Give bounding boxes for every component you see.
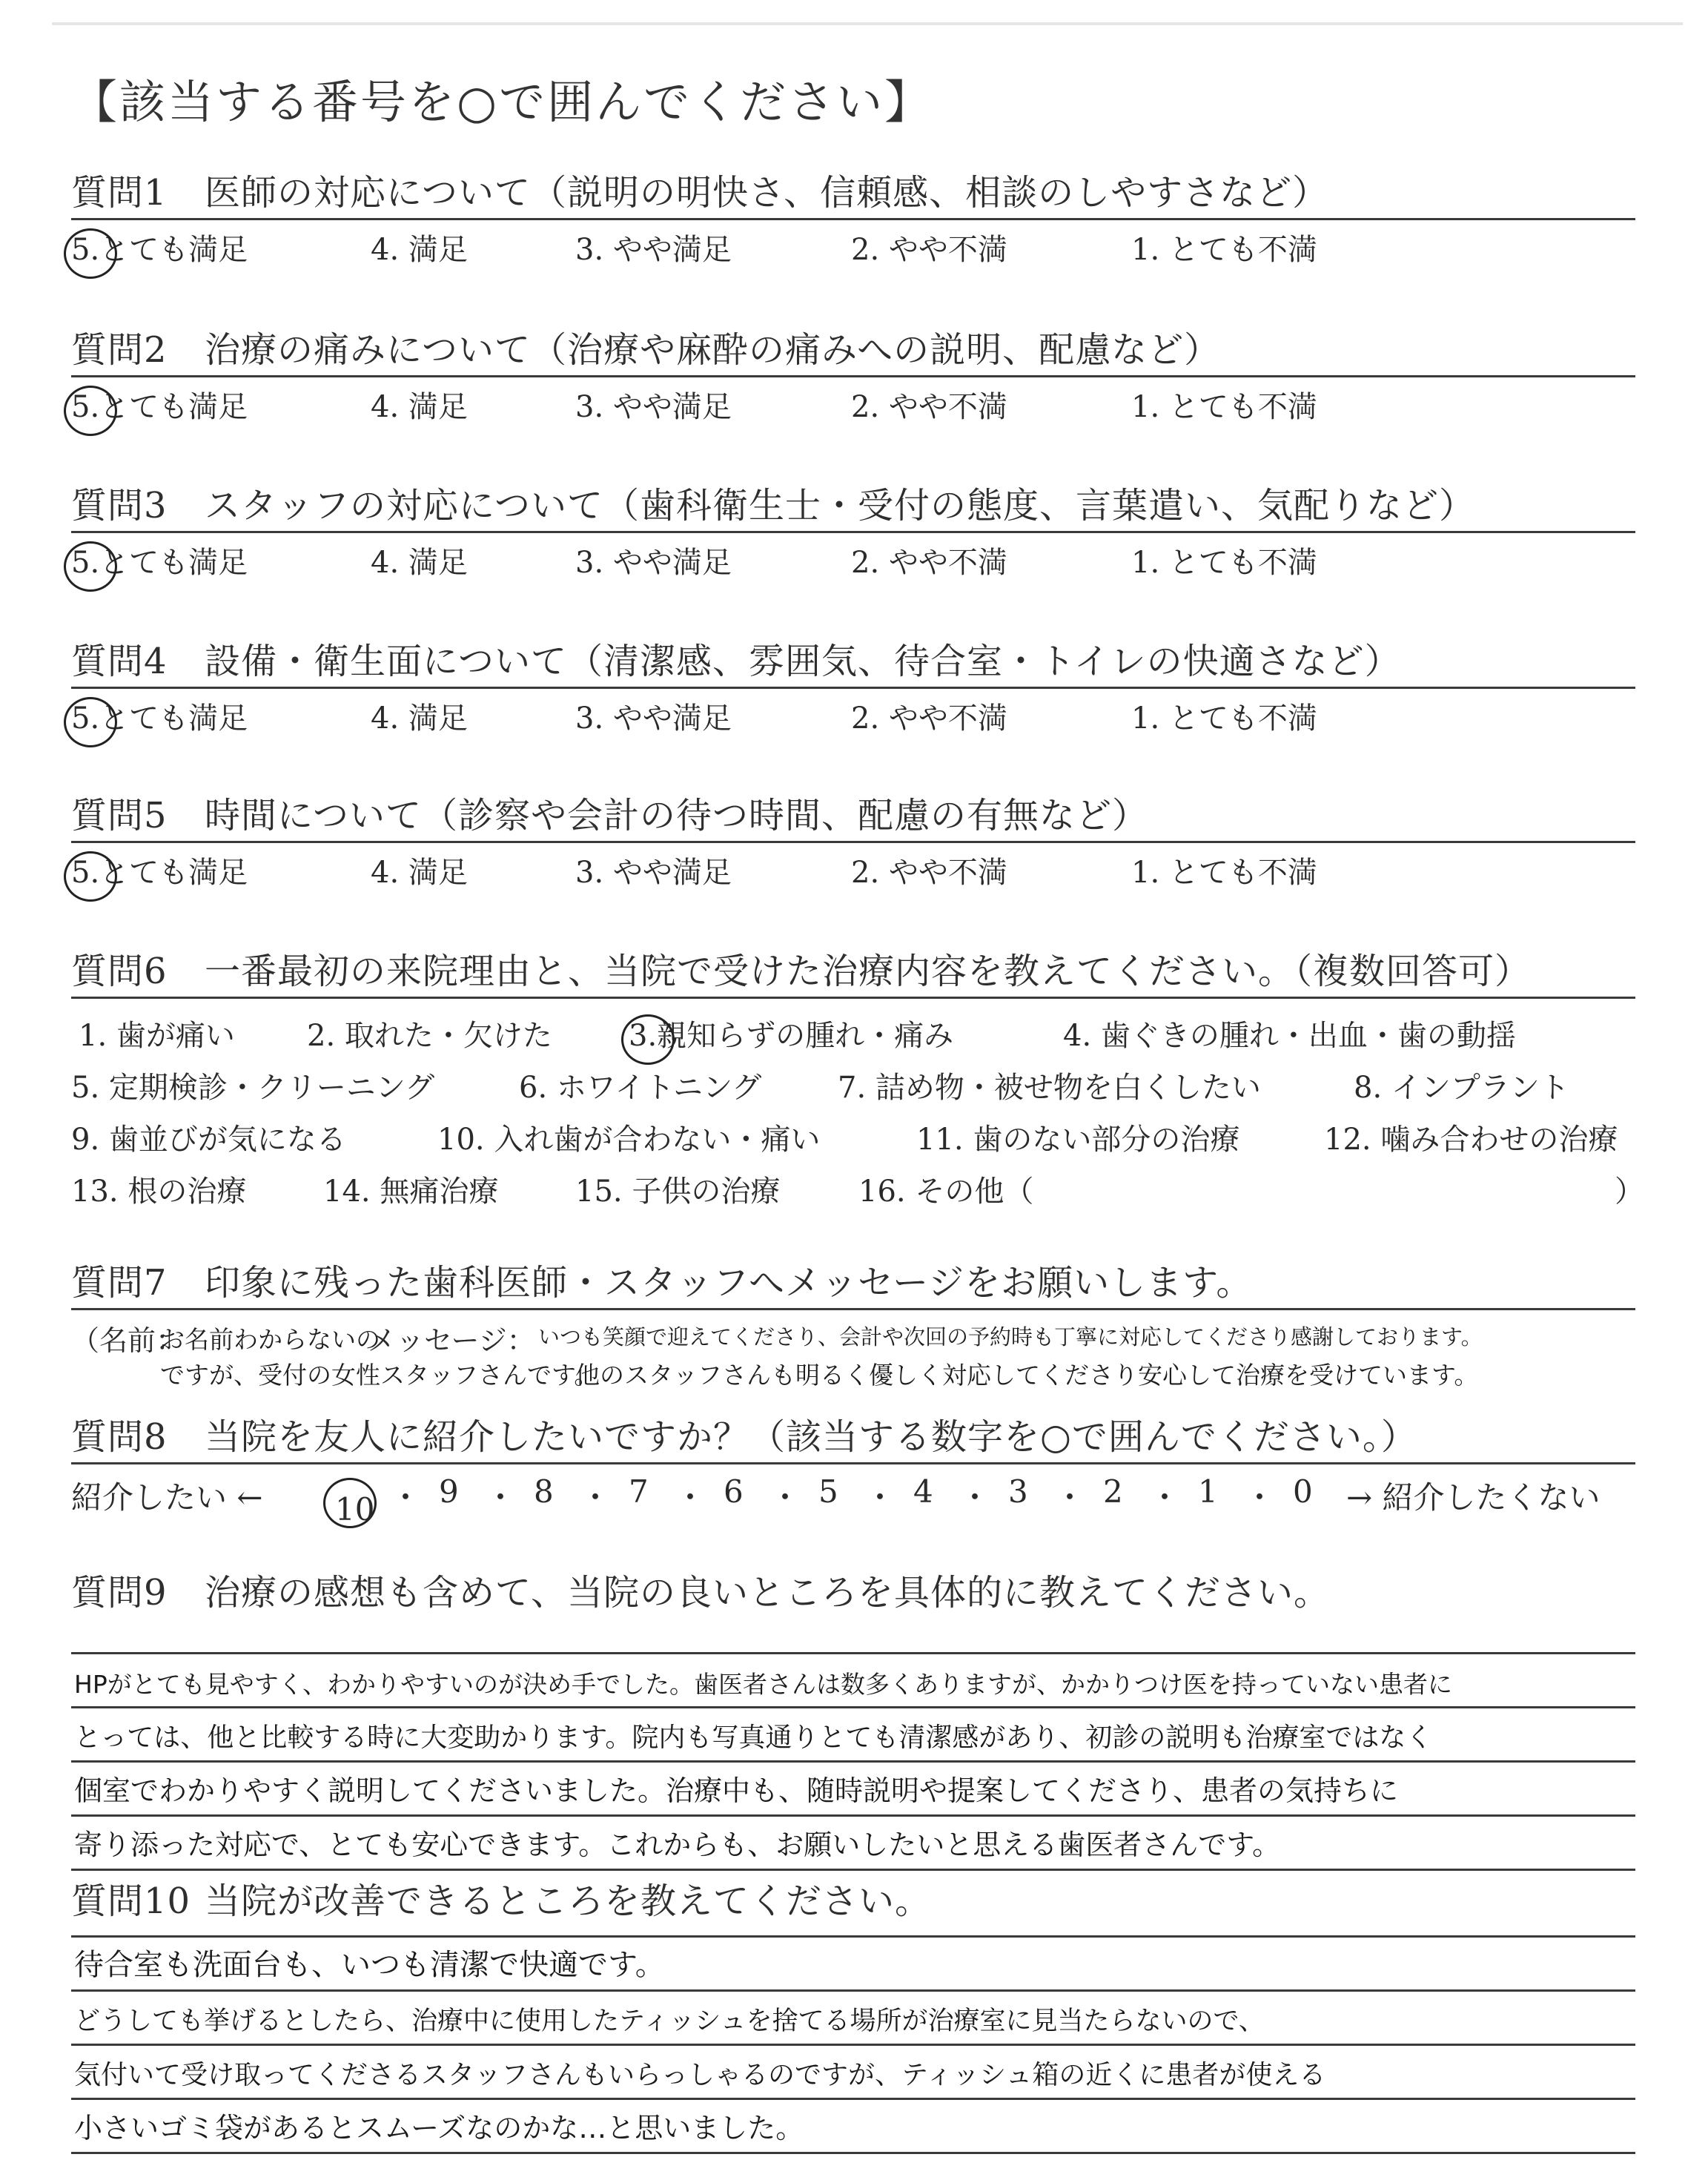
option-1[interactable]: 1. とても不満 <box>1131 233 1317 267</box>
question-10 <box>71 1879 1635 2154</box>
option-1[interactable]: 1. とても不満 <box>1131 390 1317 424</box>
question-1-number: 質問1 <box>71 172 168 214</box>
scale-4[interactable]: 4 <box>913 1473 933 1510</box>
scale-1[interactable]: 1 <box>1198 1473 1218 1510</box>
rating-options <box>71 377 1635 422</box>
selection-circle: 5. <box>71 701 100 736</box>
answer-line <box>71 2046 1635 2100</box>
option-5-selected[interactable]: 5.とても満足 <box>71 701 248 736</box>
option-3[interactable]: 3. やや満足 <box>575 546 732 580</box>
option-4[interactable]: 4. 満足 <box>371 390 468 424</box>
question-9 <box>71 1571 1635 1871</box>
question-7-number: 質問7 <box>71 1262 168 1304</box>
scale-0[interactable]: 0 <box>1293 1473 1313 1510</box>
question-1-title <box>71 171 1635 215</box>
answer-text: どうしても挙げるとしたら、治療中に使用したティッシュを捨てる場所が治療室に見当たらないので、 <box>74 2007 1265 2036</box>
scale-right-label: → 紹介したくない <box>1346 1479 1601 1516</box>
question-6-number: 質問6 <box>71 951 168 992</box>
scale-dot: ・ <box>769 1479 801 1516</box>
scale-dot: ・ <box>675 1479 706 1516</box>
option-2[interactable]: 2. やや不満 <box>851 701 1007 736</box>
reason-8[interactable]: 8. インプラント <box>1354 1071 1569 1105</box>
reason-14[interactable]: 14. 無痛治療 <box>323 1175 499 1209</box>
answer-line <box>71 2100 1635 2154</box>
question-8 <box>71 1415 1635 1527</box>
question-4 <box>71 639 1635 736</box>
selection-circle: 3. <box>629 1019 658 1053</box>
question-3-text: スタッフの対応について（歯科衛生士・受付の態度、言葉遣い、気配りなど） <box>205 485 1476 526</box>
option-5-selected[interactable]: 5.とても満足 <box>71 856 248 890</box>
answer-text: 寄り添った対応で、とても安心できます。これからも、お願いしたいと思える歯医者さんです。 <box>74 1829 1281 1861</box>
reason-9[interactable]: 9. 歯並びが気になる <box>71 1123 346 1157</box>
question-4-text: 設備・衛生面について（清潔感、雰囲気、待合室・トイレの快適さなど） <box>205 641 1401 682</box>
rating-options <box>71 533 1635 578</box>
question-5-text: 時間について（診察や会計の待つ時間、配慮の有無など） <box>205 795 1149 836</box>
question-8-number: 質問8 <box>71 1416 168 1458</box>
option-1[interactable]: 1. とても不満 <box>1131 546 1317 580</box>
question-2-text: 治療の痛みについて（治療や麻酔の痛みへの説明、配慮など） <box>205 329 1221 371</box>
scale-3[interactable]: 3 <box>1008 1473 1028 1510</box>
name-label: （名前： <box>71 1324 185 1357</box>
answer-line <box>71 1938 1635 1992</box>
option-2[interactable]: 2. やや不満 <box>851 546 1007 580</box>
answer-text: 気付いて受け取ってくださるスタッフさんもいらっしゃるのですが、ティッシュ箱の近くに患者が使える <box>74 2060 1326 2090</box>
answer-line <box>71 1708 1635 1763</box>
scale-dot: ・ <box>580 1479 612 1516</box>
option-3[interactable]: 3. やや満足 <box>575 856 732 890</box>
scale-8[interactable]: 8 <box>534 1473 554 1510</box>
answer-text: 小さいゴミ袋があるとスムーズなのかな…と思いました。 <box>74 2112 804 2144</box>
reason-16-close: ） <box>1615 1175 1644 1209</box>
reason-5[interactable]: 5. 定期検診・クリーニング <box>71 1071 435 1105</box>
question-7-title <box>71 1261 1635 1305</box>
question-1 <box>71 171 1635 265</box>
question-10-title <box>71 1879 1635 1923</box>
selection-circle: 5. <box>71 233 100 267</box>
scale-6[interactable]: 6 <box>724 1473 744 1510</box>
message-line1: いつも笑顔で迎えてくださり、会計や次回の予約時も丁寧に対応してくださり感謝しております。 <box>538 1324 1483 1350</box>
option-2[interactable]: 2. やや不満 <box>851 856 1007 890</box>
question-4-number: 質問4 <box>71 641 168 682</box>
option-1[interactable]: 1. とても不満 <box>1131 856 1317 890</box>
question-5-number: 質問5 <box>71 795 168 836</box>
answer-text: とっては、他と比較する時に大変助かります。院内も写真通りとても清潔感があり、初診の説明も治療室ではなく <box>74 1723 1433 1753</box>
option-3[interactable]: 3. やや満足 <box>575 390 732 424</box>
answer-line <box>71 1763 1635 1817</box>
reason-6[interactable]: 6. ホワイトニング <box>519 1071 762 1105</box>
top-rule <box>52 22 1683 25</box>
answer-text: 待合室も洗面台も、いつも清潔で快適です。 <box>74 1948 665 1982</box>
scale-dot: ・ <box>1244 1479 1276 1516</box>
referral-scale: 紹介したい ← 10 ・ 9 ・ 8 ・ 7 ・ 6 ・ 5 ・ 4 ・ 3 ・ 2 ・ 1 ・ 0 → 紹介したくない <box>71 1473 1601 1527</box>
option-2[interactable]: 2. やや不満 <box>851 390 1007 424</box>
question-8-text: 当院を友人に紹介したいですか？（該当する数字を○で囲んでください。） <box>205 1416 1417 1458</box>
reason-13[interactable]: 13. 根の治療 <box>71 1175 247 1209</box>
option-5-selected[interactable]: 5.とても満足 <box>71 546 248 580</box>
reason-15[interactable]: 15. 子供の治療 <box>575 1175 781 1209</box>
scale-dot: ・ <box>864 1479 896 1516</box>
selection-circle: 5. <box>71 546 100 580</box>
reason-options <box>71 999 1644 1209</box>
reason-12[interactable]: 12. 噛み合わせの治療 <box>1324 1123 1618 1157</box>
question-9-number: 質問9 <box>71 1572 168 1614</box>
scale-dot: ・ <box>1054 1479 1086 1516</box>
question-7-text: 印象に残った歯科医師・スタッフへメッセージをお願いします。 <box>205 1262 1253 1304</box>
reason-16[interactable]: 16. その他（ <box>858 1175 1034 1209</box>
improvement-answer <box>71 1938 1635 2154</box>
option-2[interactable]: 2. やや不満 <box>851 233 1007 267</box>
option-3[interactable]: 3. やや満足 <box>575 701 732 736</box>
question-6 <box>71 949 1644 1209</box>
option-4[interactable]: 4. 満足 <box>371 856 468 890</box>
message-block <box>71 1310 1635 1407</box>
reason-11[interactable]: 11. 歯のない部分の治療 <box>916 1123 1240 1157</box>
scale-left-label: 紹介したい ← <box>71 1479 263 1516</box>
scale-dot: ・ <box>1149 1479 1181 1516</box>
option-3[interactable]: 3. やや満足 <box>575 233 732 267</box>
scale-9[interactable]: 9 <box>439 1473 459 1510</box>
question-5-title <box>71 793 1635 838</box>
scale-dot: ・ <box>390 1479 422 1516</box>
question-7 <box>71 1261 1635 1407</box>
selection-circle: 5. <box>71 390 100 424</box>
reason-3-selected[interactable]: 3.親知らずの腫れ・痛み <box>629 1019 954 1053</box>
question-6-title <box>71 949 1635 994</box>
scale-2[interactable]: 2 <box>1103 1473 1123 1510</box>
message-line2: 他のスタッフさんも明るく優しく対応してくださり安心して治療を受けています。 <box>575 1361 1479 1390</box>
form-heading: 【該当する番号を○で囲んでください】 <box>71 75 933 129</box>
reason-10[interactable]: 10. 入れ歯が合わない・痛い <box>437 1123 821 1157</box>
question-1-text: 医師の対応について（説明の明快さ、信頼感、相談のしやすさなど） <box>205 172 1329 214</box>
question-3-number: 質問3 <box>71 485 168 526</box>
answer-line <box>71 1817 1635 1871</box>
scale-dot: ・ <box>959 1479 991 1516</box>
scale-7[interactable]: 7 <box>629 1473 649 1510</box>
selection-circle: 5. <box>71 856 100 890</box>
name-value-line1: お名前わからないの <box>160 1325 380 1354</box>
rating-options <box>71 689 1635 736</box>
question-6-text: 一番最初の来院理由と、当院で受けた治療内容を教えてください。（複数回答可） <box>205 951 1532 992</box>
option-5-selected[interactable]: 5.とても満足 <box>71 233 248 267</box>
scale-5[interactable]: 5 <box>818 1473 838 1510</box>
option-1[interactable]: 1. とても不満 <box>1131 701 1317 736</box>
rating-options <box>71 220 1635 265</box>
message-label: メッセージ： <box>368 1324 535 1357</box>
rating-options <box>71 843 1635 888</box>
option-5-selected[interactable]: 5.とても満足 <box>71 390 248 424</box>
answer-text: HPがとても見やすく、わかりやすいのが決め手でした。歯医者さんは数多くありますが、かかりつけ医を持っていない患者に <box>74 1670 1453 1699</box>
question-10-text: 当院が改善できるところを教えてください。 <box>205 1880 932 1922</box>
reason-7[interactable]: 7. 詰め物・被せ物を白くしたい <box>838 1071 1261 1105</box>
reason-2[interactable]: 2. 取れた・欠けた <box>307 1019 552 1053</box>
question-3-title <box>71 483 1635 528</box>
question-5 <box>71 793 1635 888</box>
answer-line <box>71 1992 1635 2046</box>
name-value-line2: ですが、受付の女性スタッフさんです。 <box>160 1361 599 1390</box>
answer-text: 個室でわかりやすく説明してくださいました。治療中も、随時説明や提案してくださり、患者の気持ちに <box>74 1774 1399 1807</box>
reason-4[interactable]: 4. 歯ぐきの腫れ・出血・歯の動揺 <box>1063 1019 1516 1053</box>
question-3 <box>71 483 1635 578</box>
question-9-text: 治療の感想も含めて、当院の良いところを具体的に教えてください。 <box>205 1572 1331 1614</box>
answer-line <box>71 1654 1635 1708</box>
question-2-title <box>71 328 1635 372</box>
option-4[interactable]: 4. 満足 <box>371 233 468 267</box>
question-8-title <box>71 1415 1635 1459</box>
reason-1[interactable]: 1. 歯が痛い <box>79 1019 235 1053</box>
question-4-title <box>71 639 1635 684</box>
option-4[interactable]: 4. 満足 <box>371 546 468 580</box>
good-points-answer <box>71 1654 1635 1871</box>
question-9-title <box>71 1571 1635 1615</box>
question-2 <box>71 328 1635 422</box>
question-10-number: 質問10 <box>71 1880 191 1922</box>
scale-dot: ・ <box>485 1479 517 1516</box>
option-4[interactable]: 4. 満足 <box>371 701 468 736</box>
question-2-number: 質問2 <box>71 329 168 371</box>
